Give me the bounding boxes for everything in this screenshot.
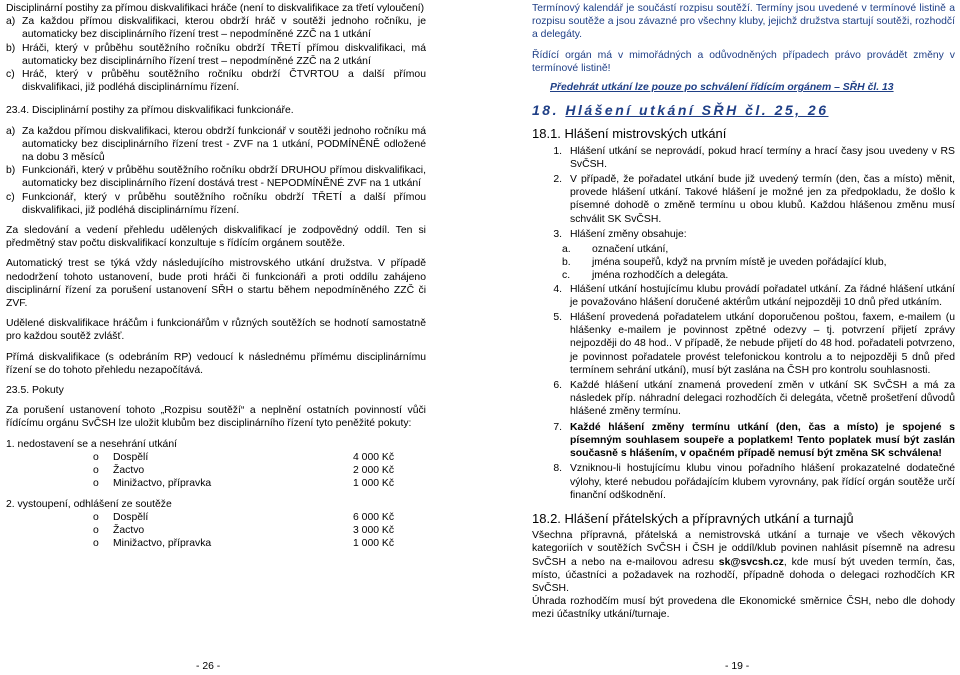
- fine-row: [93, 464, 426, 477]
- item-text: jména soupeřů, když na prvním místě je uveden pořádající klub,: [592, 257, 887, 269]
- item-number: 3.: [553, 228, 562, 240]
- fine-amount: 4 000 Kč: [353, 451, 395, 463]
- fine-amount: 3 000 Kč: [353, 524, 395, 536]
- friendly-text-2: , kde musí být uveden termín, čas, místo, účastníci a požadavek na rozhodčí, případně dohoda o delegaci rozhodčích KR SvČSH.: [532, 556, 955, 594]
- player-disqualification-list: [6, 15, 426, 94]
- item-text: Hlášení utkání hostujícímu klubu provádí pořadatel utkání. Za řádné hlášení utkání je považováno hlášení doručené aktérům utkání nejpozději 10 dnů před utkáním.: [570, 283, 955, 308]
- list-item: [532, 269, 955, 282]
- item-text: Za každou přímou diskvalifikaci, kterou obdrží funkcionář v soutěži jednoho ročníku má automaticky bez disciplinárního řízení trest - ZVF na 1 utkání, PODMÍNĚNĚ odložené na dobu 3 měsíců: [22, 125, 426, 164]
- bullet-icon: o: [93, 478, 99, 490]
- item-text: Každé hlášení změny termínu utkání (den, čas a místo) je spojené s písemným souhlasem soupeře a poplatkem! Tento poplatek musí být zaslán současně s hlášením, v opačném případě nemusí být změna SK schválena!: [570, 421, 955, 460]
- item-letter: a.: [562, 244, 571, 256]
- bullet-icon: o: [93, 538, 99, 550]
- bullet-icon: o: [93, 451, 99, 463]
- item-text: Hráči, který v průběhu soutěžního ročníku obdrží TŘETÍ přímou diskvalifikaci, má automaticky bez disciplinárního řízení trest – nepodmíněné ZZČ na 2 utkání: [22, 42, 426, 67]
- fine-group-1-list: [6, 451, 426, 491]
- left-page: [6, 2, 426, 550]
- fine-amount: 2 000 Kč: [353, 465, 395, 477]
- item-number: 5.: [553, 312, 562, 324]
- paragraph-changes: Řídící orgán má v mimořádných a odůvodněných případech právo provádět změny v termínové listině!: [532, 49, 955, 74]
- fine-row: [93, 477, 426, 490]
- paragraph-friendly-matches: [532, 529, 955, 595]
- item-text: Hráč, který v průběhu soutěžního ročníku obdrží ČTVRTOU a další přímou diskvalifikaci, již podléhá disciplinárnímu řízení.: [22, 69, 426, 94]
- left-page-number: - 26 -: [196, 661, 221, 672]
- item-number: 4.: [553, 283, 562, 295]
- fine-category: Žactvo: [113, 524, 145, 536]
- list-item: [6, 42, 426, 68]
- list-item: [532, 173, 955, 226]
- official-disqualification-list: [6, 125, 426, 217]
- item-text: jména rozhodčích a delegáta.: [592, 270, 729, 282]
- item-label: c): [6, 191, 15, 203]
- fine-category: Minižactvo, přípravka: [113, 538, 212, 550]
- bullet-icon: o: [93, 524, 99, 536]
- fine-amount: 1 000 Kč: [353, 538, 395, 550]
- right-page-number: - 19 -: [725, 661, 750, 672]
- fine-amount: 6 000 Kč: [353, 511, 395, 523]
- item-label: b): [6, 165, 16, 177]
- list-item: [532, 462, 955, 502]
- fine-row: [93, 524, 426, 537]
- paragraph-separate-evaluation: Udělené diskvalifikace hráčům i funkcionářům v různých soutěžích se hodnotí samostatně pro každou soutěž zvlášť.: [6, 318, 426, 343]
- fine-row: [93, 451, 426, 464]
- calendar-label: Termínový kalendář: [532, 3, 624, 14]
- fine-group-2-title: 2. vystoupení, odhlášení ze soutěže: [6, 498, 172, 510]
- friendly-text-1: Všechna přípravná, přátelská a nemistrovská utkání a turnaje ve všech věkových kategoriích v soutěžích SvČSH i ČSH je oddíl/klub povinen nahlásit písemně na adresu SvČSH a nebo na e-mailovou adresu: [532, 530, 955, 568]
- item-text: V případě, že pořadatel utkání bude již uvedený termín (den, čas a místo) měnit, provede hlášení utkání. Takové hlášení je možné jen za předpokladu, že došlo k písemné dohodě o změně termínu u obou klubů. Každou hlášenou změnu musí schválit SK SvČSH.: [570, 174, 955, 225]
- list-item: [532, 421, 955, 461]
- list-item: [532, 379, 955, 419]
- list-item: [532, 228, 955, 241]
- paragraph-preplay: Předehrát utkání lze pouze po schválení řídícím orgánem – SŘH čl. 13: [550, 82, 894, 94]
- paragraph-calendar: [532, 2, 955, 42]
- section-23-4-heading: 23.4. Disciplinární postihy za přímou diskvalifikaci funkcionáře.: [6, 105, 294, 117]
- numbered-list-part-2: [532, 283, 955, 502]
- section-23-5-heading: 23.5. Pokuty: [6, 385, 64, 397]
- list-item: [6, 191, 426, 217]
- paragraph-tracking: Za sledování a vedení přehledu udělených diskvalifikací je zodpovědný oddíl. Ten si předmětný stav počtu diskvalifikací konzultuje s řídícím orgánem soutěže.: [6, 225, 426, 250]
- chapter-number: 18.: [532, 102, 559, 119]
- lettered-list: [532, 243, 955, 283]
- list-item: [6, 15, 426, 41]
- item-text: Vzniknou-li hostujícímu klubu vinou pořadního hlášení prokazatelné dodatečné výlohy, které nebudou pořádajícím klubem vyrovnány, pak řídící orgán soutěže určí finanční odškodnění.: [570, 463, 955, 501]
- email-link[interactable]: sk@svcsh.cz: [718, 556, 784, 568]
- paragraph-referee-payment: Úhrada rozhodčím musí být provedena dle Ekonomické směrnice ČSH, nebo dle dohody mezi účastníky utkání/turnaje.: [532, 596, 955, 621]
- paragraph-fines: Za porušení ustanovení tohoto „Rozpisu soutěží“ a neplnění ostatních povinností vůči řídícímu orgánu SvČSH lze uložit klubům bez disciplinárního řízení tyto peněžité pokuty:: [6, 405, 426, 430]
- item-label: b): [6, 42, 16, 54]
- list-item: [532, 311, 955, 377]
- fine-row: [93, 537, 426, 550]
- item-letter: c.: [562, 270, 571, 282]
- right-page: [532, 2, 955, 622]
- fine-category: Dospělí: [113, 511, 149, 523]
- item-number: 1.: [553, 145, 562, 157]
- item-text: Hlášení utkání se neprovádí, pokud hrací termíny a hrací časy jsou uvedeny v RS SvČSH.: [570, 145, 955, 170]
- calendar-text: je součástí rozpisu soutěží. Termíny jsou uvedené v termínové listině a rozpisu soutěže a jsou závazné pro všechny kluby, jejichž družstva startují soutěži, rozhodčí a delegáty.: [532, 3, 955, 41]
- list-item: [6, 164, 426, 190]
- item-text: Hlášení provedená pořadatelem utkání doporučenou poštou, faxem, e-mailem (u hlášenky e-mailem je povinnost zpětné odezvy – tj. potvrzení přijetí zprávy nejpozději do 48 hod.. V případě, že nebude přijetí do 48 hod. pořadateli potvrzeno, je povinnost pořadatele provést telefonickou kontrolu a to nejpozději 5 dnů před termínem sehrání utkání), musí být zaslána na ČSH pro kontrolu souhlasnosti.: [570, 312, 955, 376]
- list-item: [6, 68, 426, 94]
- bullet-icon: o: [93, 465, 99, 477]
- item-text: Každé hlášení utkání znamená provedení změn v utkání SK SvČSH a má za následek příp. náhradní delegaci rozhodčích či delegáta, včetně prošetření důvodů hlášené změny termínu.: [570, 380, 955, 418]
- list-item: [532, 145, 955, 171]
- list-item: [532, 243, 955, 256]
- item-label: a): [6, 125, 16, 137]
- fine-group-1-title: 1. nedostavení se a nesehrání utkání: [6, 438, 177, 450]
- paragraph-automatic-penalty: Automatický trest se týká vždy následujícího mistrovského utkání družstva. V případě nedodržení tohoto ustanovení, bude proti hráči či funkcionáři a proti oddílu zahájeno disciplinární řízení za porušení ustanovení SŘH o startu během nepodmíněného ZZČ či ZVF.: [6, 258, 426, 310]
- chapter-18-heading: [532, 104, 955, 117]
- item-letter: b.: [562, 257, 571, 269]
- list-item: [6, 125, 426, 165]
- section-18-2-heading: 18.2. Hlášení přátelských a přípravných utkání a turnajů: [532, 510, 854, 526]
- item-text: Funkcionář, který v průběhu soutěžního ročníku obdrží TŘETÍ a další přímou diskvalifikaci, již podléhá disciplinárnímu řízení.: [22, 191, 426, 216]
- fine-category: Žactvo: [113, 465, 145, 477]
- item-number: 8.: [553, 463, 562, 475]
- item-number: 6.: [553, 380, 562, 392]
- item-label: c): [6, 69, 15, 81]
- chapter-title: Hlášení utkání SŘH čl. 25, 26: [565, 102, 829, 119]
- section-18-1-heading: 18.1. Hlášení mistrovských utkání: [532, 126, 727, 142]
- fine-row: [93, 511, 426, 524]
- fine-group-2-list: [6, 511, 426, 551]
- fine-amount: 1 000 Kč: [353, 478, 395, 490]
- item-text: Funkcionáři, který v průběhu soutěžního ročníku obdrží DRUHOU přímou diskvalifikaci, automaticky bez disciplinárního řízení dostává trest - NEPODMÍNĚNÉ ZVF na 1 utkání: [22, 165, 426, 190]
- numbered-list-part-1: [532, 145, 955, 241]
- list-item: [532, 256, 955, 269]
- fine-category: Dospělí: [113, 451, 149, 463]
- left-title: Disciplinární postihy za přímou diskvalifikaci hráče (není to diskvalifikace za třetí vyloučení): [6, 3, 425, 14]
- item-label: a): [6, 16, 16, 28]
- item-number: 7.: [553, 421, 562, 433]
- paragraph-direct-disqualification: Přímá diskvalifikace (s odebráním RP) vedoucí k následnému přímému disciplinárnímu řízení se do tohoto přehledu nezapočítává.: [6, 351, 426, 376]
- item-text: označení utkání,: [592, 244, 669, 256]
- item-text: Za každou přímou diskvalifikaci, kterou obdrží hráč v soutěži jednoho ročníku, je automaticky bez disciplinárního řízení trest – nepodmíněné ZZČ na 1 utkání: [22, 16, 426, 41]
- bullet-icon: o: [93, 511, 99, 523]
- fine-category: Minižactvo, přípravka: [113, 478, 212, 490]
- item-text: Hlášení změny obsahuje:: [570, 228, 687, 240]
- item-number: 2.: [553, 174, 562, 186]
- list-item: [532, 283, 955, 309]
